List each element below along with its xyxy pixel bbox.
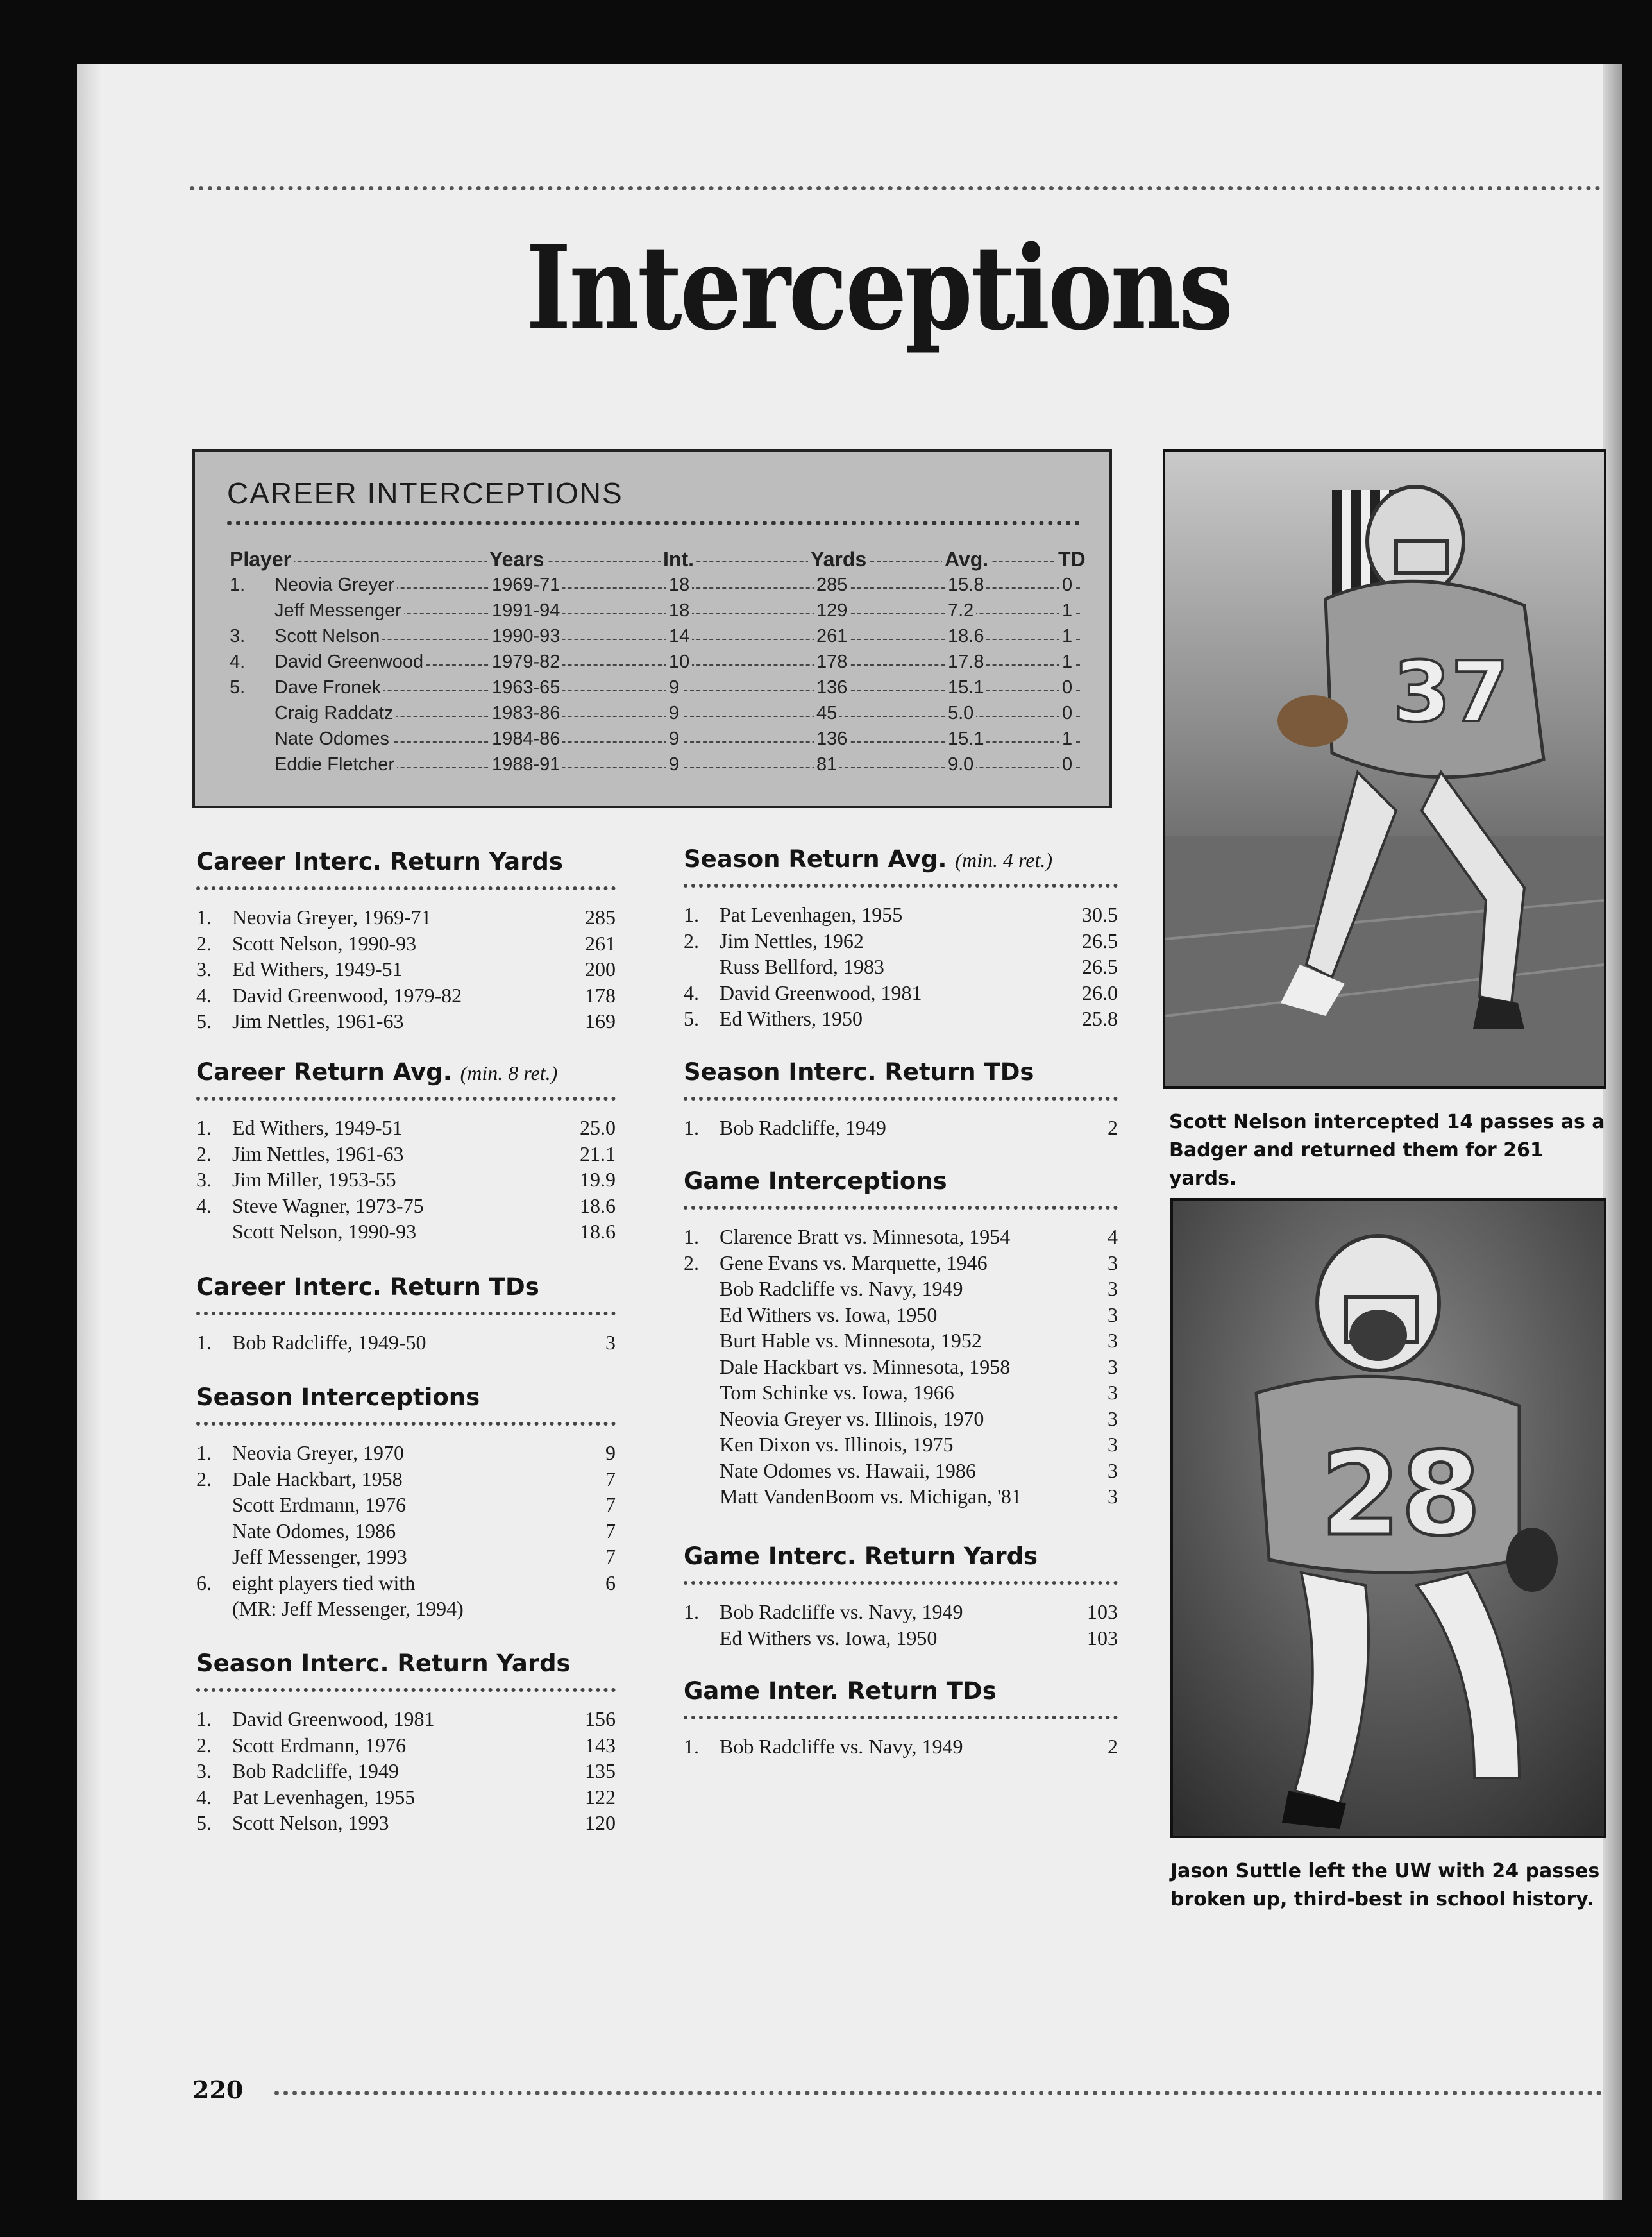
career-avg: 5.0 — [945, 703, 976, 724]
list-item-value: 169 — [585, 1009, 616, 1033]
list-item-value: 7 — [605, 1467, 616, 1490]
career-yards: 81 — [814, 754, 839, 775]
section-note: (min. 4 ret.) — [955, 848, 1052, 872]
list-item-name: Scott Erdmann, 1976 — [232, 1493, 407, 1516]
career-years: 1990-93 — [489, 626, 562, 647]
career-td: 1 — [1059, 626, 1075, 647]
list-item-name: Neovia Greyer, 1970 — [232, 1441, 404, 1464]
career-row — [227, 600, 1080, 626]
career-int: 9 — [666, 703, 682, 724]
section-dotted-rule — [684, 1097, 1118, 1101]
career-row — [227, 703, 1080, 729]
career-avg: 7.2 — [945, 600, 976, 621]
jersey-number-28: 28 — [1320, 1428, 1481, 1562]
list-item-rank: 1. — [684, 903, 699, 926]
list-item-name: Ed Withers, 1949-51 — [232, 958, 403, 981]
list-item-name: Clarence Bratt vs. Minnesota, 1954 — [720, 1225, 1011, 1248]
list-item-value: 18.6 — [580, 1194, 616, 1217]
section-title: Season Interceptions — [196, 1383, 480, 1411]
career-rank: 5. — [227, 677, 248, 698]
list-item-name: Ed Withers, 1949-51 — [232, 1116, 403, 1139]
career-interceptions-title: CAREER INTERCEPTIONS — [227, 477, 623, 510]
career-row — [227, 652, 1080, 677]
career-td: 1 — [1059, 652, 1075, 673]
career-yards: 45 — [814, 703, 839, 724]
list-item-rank: 1. — [196, 906, 212, 929]
section-title: Career Return Avg. — [196, 1058, 452, 1086]
career-player: Neovia Greyer — [272, 575, 397, 596]
list-item-rank: 1. — [196, 1116, 212, 1139]
career-yards: 136 — [814, 729, 850, 750]
career-row — [227, 677, 1080, 703]
list-item-name: David Greenwood, 1981 — [720, 981, 922, 1004]
list-item-rank: 2. — [196, 1733, 212, 1757]
section-heading — [684, 1677, 997, 1705]
career-int: 18 — [666, 600, 692, 621]
section-dotted-rule — [196, 886, 616, 890]
football-player-photo-1 — [1165, 452, 1604, 1086]
list-item-rank: 4. — [196, 983, 212, 1007]
list-item-rank: 4. — [684, 981, 699, 1004]
list-item-name: Neovia Greyer vs. Illinois, 1970 — [720, 1406, 984, 1430]
career-td: 0 — [1059, 575, 1075, 596]
list-item-name: eight players tied with — [232, 1571, 416, 1594]
list-item-value: 3 — [1108, 1458, 1118, 1482]
career-rank: 3. — [227, 626, 248, 647]
list-item-value: 3 — [1108, 1406, 1118, 1430]
bottom-dotted-rule — [274, 2091, 1602, 2095]
list-item-value: 2 — [1108, 1735, 1118, 1758]
photo-jason-suttle — [1170, 1198, 1606, 1838]
list-item-name: Scott Erdmann, 1976 — [232, 1733, 407, 1757]
list-item-name: Bob Radcliffe, 1949 — [232, 1759, 399, 1782]
career-avg: 15.1 — [945, 729, 986, 750]
list-item-value: 122 — [585, 1785, 616, 1809]
section-heading — [196, 848, 563, 875]
list-item-name: Bob Radcliffe, 1949 — [720, 1116, 886, 1139]
list-item-name: Nate Odomes vs. Hawaii, 1986 — [720, 1458, 976, 1482]
career-yards: 136 — [814, 677, 850, 698]
list-item-name: David Greenwood, 1979-82 — [232, 983, 462, 1007]
career-player: Eddie Fletcher — [272, 754, 397, 775]
section-heading — [684, 1542, 1038, 1570]
page-left-edge — [77, 64, 100, 2200]
list-item-value: 143 — [585, 1733, 616, 1757]
football-player-photo-2 — [1173, 1201, 1604, 1836]
list-item-name: Jim Nettles, 1962 — [720, 929, 864, 952]
list-item-value: 6 — [605, 1571, 616, 1594]
list-item-name: Scott Nelson, 1993 — [232, 1811, 389, 1834]
career-avg: 18.6 — [945, 626, 986, 647]
career-header-years: Years — [487, 548, 546, 571]
section-title: Season Interc. Return TDs — [684, 1058, 1034, 1086]
list-item-value: 21.1 — [580, 1142, 616, 1165]
section-note: (min. 8 ret.) — [460, 1061, 558, 1085]
list-item-name: Dale Hackbart vs. Minnesota, 1958 — [720, 1355, 1011, 1378]
list-item-value: 7 — [605, 1493, 616, 1516]
top-dotted-rule — [190, 186, 1601, 190]
section-title: Game Inter. Return TDs — [684, 1677, 997, 1705]
section-title: Season Interc. Return Yards — [196, 1650, 571, 1677]
list-item-value: 7 — [605, 1545, 616, 1568]
list-item-value: 3 — [1108, 1381, 1118, 1404]
career-header-player: Player — [227, 548, 294, 571]
career-td: 0 — [1059, 754, 1075, 775]
list-item-rank: 1. — [684, 1600, 699, 1623]
list-item-value: 2 — [1108, 1116, 1118, 1139]
section-dotted-rule — [196, 1422, 616, 1426]
list-item-value: 135 — [585, 1759, 616, 1782]
section-heading — [196, 1273, 539, 1301]
section-dotted-rule — [196, 1688, 616, 1692]
career-int: 9 — [666, 677, 682, 698]
list-item-name: Bob Radcliffe vs. Navy, 1949 — [720, 1735, 963, 1758]
section-title: Game Interc. Return Yards — [684, 1542, 1038, 1570]
career-avg: 9.0 — [945, 754, 976, 775]
section-dotted-rule — [684, 1716, 1118, 1719]
career-player: Scott Nelson — [272, 626, 382, 647]
list-item-value: 103 — [1087, 1626, 1118, 1650]
career-years: 1988-91 — [489, 754, 562, 775]
list-item-rank: 1. — [196, 1331, 212, 1354]
list-item-value: 25.0 — [580, 1116, 616, 1139]
section-dotted-rule — [196, 1312, 616, 1315]
list-item-value: 178 — [585, 983, 616, 1007]
career-td: 0 — [1059, 703, 1075, 724]
list-item-value: 18.6 — [580, 1220, 616, 1243]
list-item-value: 3 — [1108, 1485, 1118, 1508]
list-item-value: 3 — [1108, 1329, 1118, 1352]
career-player: David Greenwood — [272, 652, 426, 673]
section-title: Game Interceptions — [684, 1167, 947, 1195]
list-item-rank: 1. — [196, 1707, 212, 1730]
list-item-rank: 5. — [684, 1007, 699, 1030]
photo-scott-nelson — [1163, 449, 1606, 1089]
list-item-rank: 1. — [196, 1441, 212, 1464]
section-heading — [196, 1650, 571, 1677]
list-item-value: 3 — [1108, 1355, 1118, 1378]
list-item-value: 7 — [605, 1519, 616, 1542]
list-item-name: Gene Evans vs. Marquette, 1946 — [720, 1251, 988, 1274]
list-item-rank: 4. — [196, 1785, 212, 1809]
section-heading — [196, 1383, 480, 1411]
list-item-name: Jim Nettles, 1961-63 — [232, 1142, 404, 1165]
section-dotted-rule — [684, 1581, 1118, 1585]
list-item-name: Dale Hackbart, 1958 — [232, 1467, 403, 1490]
page-title: Interceptions — [526, 221, 1231, 356]
list-item-value: 25.8 — [1082, 1007, 1118, 1030]
list-item-value: 3 — [605, 1331, 616, 1354]
list-item-value: 30.5 — [1082, 903, 1118, 926]
list-item-value: 285 — [585, 906, 616, 929]
career-header-avg: Avg. — [942, 548, 991, 571]
career-avg: 15.1 — [945, 677, 986, 698]
section-dotted-rule — [684, 1206, 1118, 1210]
career-int: 10 — [666, 652, 692, 673]
career-years: 1984-86 — [489, 729, 562, 750]
list-item-name: Jim Nettles, 1961-63 — [232, 1009, 404, 1033]
list-item-name: Jim Miller, 1953-55 — [232, 1168, 396, 1191]
list-item-value: 19.9 — [580, 1168, 616, 1191]
career-player: Nate Odomes — [272, 729, 392, 750]
list-item-name: Ken Dixon vs. Illinois, 1975 — [720, 1433, 954, 1456]
list-item-rank: 3. — [196, 1168, 212, 1191]
list-item-name: Ed Withers, 1950 — [720, 1007, 863, 1030]
career-avg: 17.8 — [945, 652, 986, 673]
career-yards: 285 — [814, 575, 850, 596]
section-dotted-rule — [196, 1097, 616, 1101]
list-item-rank: 2. — [684, 929, 699, 952]
list-item-name: Ed Withers vs. Iowa, 1950 — [720, 1626, 938, 1650]
list-item-rank: 1. — [684, 1116, 699, 1139]
list-item-value: 3 — [1108, 1303, 1118, 1326]
career-player: Jeff Messenger — [272, 600, 404, 621]
section-heading — [684, 845, 1052, 873]
career-title-rule — [227, 521, 1080, 525]
career-int: 9 — [666, 754, 682, 775]
photo-caption-1: Scott Nelson intercepted 14 passes as a Badger and returned them for 261 yards. — [1169, 1111, 1605, 1190]
career-interceptions-box — [192, 449, 1112, 808]
list-item-rank: 2. — [684, 1251, 699, 1274]
career-int: 14 — [666, 626, 692, 647]
list-item-name: Scott Nelson, 1990-93 — [232, 931, 417, 955]
list-item-name: Pat Levenhagen, 1955 — [232, 1785, 416, 1809]
list-item-name: Tom Schinke vs. Iowa, 1966 — [720, 1381, 954, 1404]
list-item-name: Neovia Greyer, 1969-71 — [232, 906, 432, 929]
list-item-value: 26.5 — [1082, 955, 1118, 978]
career-yards: 129 — [814, 600, 850, 621]
list-item-name: Nate Odomes, 1986 — [232, 1519, 396, 1542]
page-number: 220 — [192, 2075, 244, 2104]
list-item-name: Scott Nelson, 1990-93 — [232, 1220, 417, 1243]
career-years: 1991-94 — [489, 600, 562, 621]
list-item-name: Bob Radcliffe vs. Navy, 1949 — [720, 1277, 963, 1300]
list-item-rank: 4. — [196, 1194, 212, 1217]
career-header-yards: Yards — [808, 548, 869, 571]
career-row — [227, 626, 1080, 652]
list-item-value: 103 — [1087, 1600, 1118, 1623]
career-player: Dave Fronek — [272, 677, 384, 698]
list-item-name: David Greenwood, 1981 — [232, 1707, 435, 1730]
list-item-name: Ed Withers vs. Iowa, 1950 — [720, 1303, 938, 1326]
career-td: 0 — [1059, 677, 1075, 698]
list-item-value: 26.0 — [1082, 981, 1118, 1004]
list-item-name: Matt VandenBoom vs. Michigan, '81 — [720, 1485, 1022, 1508]
career-years: 1983-86 — [489, 703, 562, 724]
career-years: 1979-82 — [489, 652, 562, 673]
career-row — [227, 575, 1080, 600]
career-years: 1969-71 — [489, 575, 562, 596]
list-item-rank: 2. — [196, 931, 212, 955]
list-item-name: Jeff Messenger, 1993 — [232, 1545, 407, 1568]
section-heading — [196, 1058, 557, 1086]
list-item-value: 156 — [585, 1707, 616, 1730]
list-item-value: 3 — [1108, 1433, 1118, 1456]
list-item-name: (MR: Jeff Messenger, 1994) — [232, 1597, 464, 1620]
career-row — [227, 754, 1080, 780]
list-item-value: 4 — [1108, 1225, 1118, 1248]
list-item-value: 261 — [585, 931, 616, 955]
career-header-td: TD — [1056, 548, 1088, 571]
list-item-rank: 6. — [196, 1571, 212, 1594]
section-heading — [684, 1167, 947, 1195]
section-heading — [684, 1058, 1034, 1086]
career-yards: 261 — [814, 626, 850, 647]
list-item-name: Russ Bellford, 1983 — [720, 955, 884, 978]
career-int: 9 — [666, 729, 682, 750]
list-item-rank: 2. — [196, 1142, 212, 1165]
career-td: 1 — [1059, 729, 1075, 750]
list-item-rank: 5. — [196, 1811, 212, 1834]
list-item-name: Steve Wagner, 1973-75 — [232, 1194, 424, 1217]
career-td: 1 — [1059, 600, 1075, 621]
career-rank: 1. — [227, 575, 248, 596]
jersey-number-37: 37 — [1393, 643, 1509, 741]
career-int: 18 — [666, 575, 692, 596]
list-item-name: Bob Radcliffe vs. Navy, 1949 — [720, 1600, 963, 1623]
section-dotted-rule — [684, 884, 1118, 888]
section-title: Career Interc. Return Yards — [196, 848, 563, 875]
list-item-value: 9 — [605, 1441, 616, 1464]
list-item-value: 3 — [1108, 1251, 1118, 1274]
career-row — [227, 729, 1080, 754]
list-item-rank: 1. — [684, 1225, 699, 1248]
career-header-int: Int. — [661, 548, 696, 571]
career-yards: 178 — [814, 652, 850, 673]
section-title: Season Return Avg. — [684, 845, 947, 873]
list-item-name: Pat Levenhagen, 1955 — [720, 903, 903, 926]
list-item-rank: 1. — [684, 1735, 699, 1758]
list-item-name: Burt Hable vs. Minnesota, 1952 — [720, 1329, 982, 1352]
list-item-value: 26.5 — [1082, 929, 1118, 952]
photo-caption-2: Jason Suttle left the UW with 24 passes broken up, third-best in school history. — [1170, 1860, 1600, 1911]
list-item-value: 120 — [585, 1811, 616, 1834]
list-item-rank: 3. — [196, 1759, 212, 1782]
career-table-header — [227, 548, 1086, 573]
list-item-name: Bob Radcliffe, 1949-50 — [232, 1331, 426, 1354]
list-item-value: 200 — [585, 958, 616, 981]
career-avg: 15.8 — [945, 575, 986, 596]
list-item-value: 3 — [1108, 1277, 1118, 1300]
list-item-rank: 2. — [196, 1467, 212, 1490]
section-title: Career Interc. Return TDs — [196, 1273, 539, 1301]
career-rank: 4. — [227, 652, 248, 673]
career-player: Craig Raddatz — [272, 703, 396, 724]
list-item-rank: 5. — [196, 1009, 212, 1033]
career-years: 1963-65 — [489, 677, 562, 698]
list-item-rank: 3. — [196, 958, 212, 981]
